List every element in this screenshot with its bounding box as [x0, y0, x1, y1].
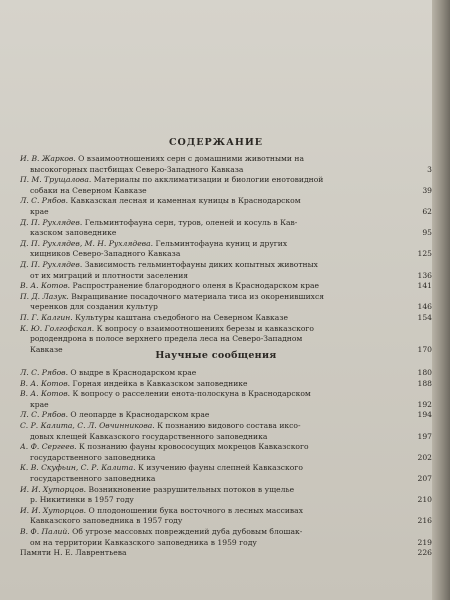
toc-entry-line [20, 516, 414, 527]
toc-entry-title: О леопарде в Краснодарском крае [70, 410, 210, 420]
toc-page-number: 194 [417, 410, 432, 420]
toc-entry-line [20, 463, 414, 474]
toc-entry-title: хищников Северо-Западного Кавказа [30, 249, 181, 259]
toc-entry [20, 292, 432, 313]
toc-entry-line [20, 548, 414, 559]
toc-entry-title: государственного заповедника [30, 473, 156, 483]
toc-entry-title: Культуры каштана съедобного на Северном Кавказе [75, 312, 288, 322]
toc-entry [20, 239, 432, 260]
toc-entry [20, 485, 432, 506]
toc-entry-title: рододендрона в полосе верхнего предела леса на Северо-Западном [30, 334, 303, 344]
toc-page-number: 95 [422, 228, 432, 238]
toc-entry-line [20, 421, 414, 432]
toc-page-number: 146 [417, 302, 432, 312]
toc-entry-title: р. Никитинки в 1957 году [30, 495, 134, 505]
toc-page-number: 180 [417, 368, 432, 377]
toc-entry-line [20, 313, 414, 324]
toc-entry-line [20, 260, 414, 271]
toc-entry-title: Горная индейка в Кавказском заповеднике [72, 378, 248, 388]
toc-entry-author: В. А. Котов. [20, 281, 71, 291]
toc-entry-line [20, 239, 414, 250]
toc-page-number: 3 [427, 164, 432, 174]
toc-entry-title: К вопросу о расселении енота-полоскуна в Краснодарском [72, 389, 311, 399]
toc-entry-author: П. М. Трущалова. [20, 175, 92, 185]
toc-entry-title: от их миграций и плотности заселения [30, 270, 189, 280]
toc-page-number: 219 [417, 537, 432, 547]
toc-entry-line [20, 207, 414, 218]
toc-entry-title: Памяти Н. Е. Лаврентьева [20, 548, 127, 558]
toc-entry-author: П. Г. Калгин. [20, 312, 73, 322]
toc-entry-line [20, 506, 414, 517]
toc-entry-title: довых клещей Кавказского государственного заповедника [30, 431, 268, 441]
toc-page-number: 188 [417, 378, 432, 388]
contents-list [20, 154, 432, 355]
toc-entry [20, 313, 432, 324]
toc-entry [20, 463, 432, 484]
toc-entry-title: О взаимоотношениях серн с домашними животными на [78, 154, 304, 163]
toc-entry-title: О выдре в Краснодарском крае [70, 368, 197, 377]
toc-page-number: 216 [417, 516, 432, 526]
toc-entry-line [20, 495, 414, 506]
toc-entry-author: К. Ю. Голгофская. [20, 323, 95, 333]
toc-entry [20, 368, 432, 379]
toc-entry-title: К вопросу о взаимоотношениях березы и кавказского [96, 323, 314, 333]
toc-entry-line [20, 368, 414, 379]
toc-entry-line [20, 271, 414, 282]
short-reports-heading: Научные сообщения [155, 350, 277, 361]
toc-entry-line [20, 485, 414, 496]
toc-entry-line [20, 165, 414, 176]
toc-entry-title: Кавказская лесная и каменная куницы в Краснодарском [70, 196, 301, 206]
toc-entry-title: собаки на Северном Кавказе [30, 185, 147, 195]
toc-entry-line [20, 281, 414, 292]
toc-entry-title: крае [30, 399, 49, 409]
toc-entry-line [20, 389, 414, 400]
toc-page-number: 210 [417, 495, 432, 505]
toc-entry [20, 389, 432, 410]
toc-entry-line [20, 432, 414, 443]
toc-entry-line [20, 410, 414, 421]
toc-entry [20, 154, 432, 175]
toc-entry-author: С. Р. Калита, С. Л. Овчинникова. [20, 420, 155, 430]
toc-entry [20, 527, 432, 548]
toc-page-number: 197 [417, 431, 432, 441]
toc-entry-title: Распространение благородного оленя в Краснодарском крае [72, 281, 320, 291]
toc-entry-title: Кавказского заповедника в 1957 году [30, 516, 183, 526]
toc-entry [20, 260, 432, 281]
toc-entry-line [20, 196, 414, 207]
toc-entry-line [20, 292, 414, 303]
toc-entry [20, 410, 432, 421]
toc-entry-author: И. И. Хуторцов. [20, 505, 87, 515]
toc-entry-line [20, 175, 414, 186]
toc-entry-title: черенков для создания культур [30, 302, 158, 312]
toc-entry-title: государственного заповедника [30, 452, 156, 462]
toc-entry-line [20, 400, 414, 411]
toc-entry-title: ом на территории Кавказского заповедника в 1959 году [30, 537, 257, 547]
toc-entry-author: И. И. Хуторцов. [20, 484, 87, 494]
toc-entry-title: К познанию видового состава иксо- [157, 420, 301, 430]
toc-page-number: 125 [417, 249, 432, 259]
toc-entry-author: Л. С. Рябов. [20, 368, 68, 377]
toc-entry-author: В. А. Котов. [20, 378, 71, 388]
toc-entry-line [20, 324, 414, 335]
toc-entry-line [20, 218, 414, 229]
toc-entry-title: Материалы по акклиматизации и биологии енотовидной [93, 175, 324, 185]
toc-entry [20, 281, 432, 292]
toc-page-number: 192 [417, 399, 432, 409]
contents-heading: СОДЕРЖАНИЕ [168, 137, 264, 148]
toc-page-number: 202 [417, 452, 432, 462]
toc-entry-title: К познанию фауны кровососущих мокрецов Кавказского [78, 442, 309, 452]
toc-entry-author: А. Ф. Сергеев. [20, 442, 77, 452]
toc-entry-title: Возникновение разрушительных потоков в ущелье [88, 484, 295, 494]
toc-entry-line [20, 249, 414, 260]
toc-entry [20, 548, 432, 559]
toc-page-number: 226 [417, 548, 432, 558]
toc-entry-line [20, 186, 414, 197]
toc-entry-line [20, 379, 414, 390]
toc-entry-line [20, 154, 414, 165]
toc-entry-title: казском заповеднике [30, 228, 117, 238]
toc-entry-author: В. А. Котов. [20, 389, 71, 399]
toc-page-number: 154 [417, 312, 432, 322]
toc-entry-title: высокогорных пастбищах Северо-Западного Кавказа [30, 164, 244, 174]
toc-entry [20, 421, 432, 442]
toc-entry-author: Л. С. Рябов. [20, 196, 68, 206]
toc-entry-title: Выращивание посадочного материала тиса из окоренившихся [71, 291, 324, 301]
toc-entry-author: Д. П. Рухлядев. [20, 259, 83, 269]
toc-entry-title: Кавказе [30, 344, 63, 354]
toc-entry-author: В. Ф. Палий. [20, 526, 70, 536]
toc-page-number: 141 [417, 281, 432, 291]
toc-entry-line [20, 442, 414, 453]
toc-entry-author: Д. П. Рухлядев, М. Н. Рухлядева. [20, 238, 154, 248]
toc-entry [20, 442, 432, 463]
toc-entry-author: К. В. Скуфьин, С. Р. Калита. [20, 463, 136, 473]
toc-entry-author: Д. П. Рухлядев. [20, 217, 83, 227]
toc-entry [20, 196, 432, 217]
toc-entry-line [20, 334, 414, 345]
toc-entry-title: О плодоношении бука восточного в лесных массивах [88, 505, 303, 515]
toc-entry [20, 218, 432, 239]
toc-entry-title: крае [30, 206, 49, 216]
toc-page-number: 170 [417, 344, 432, 354]
toc-page-number: 39 [422, 185, 432, 195]
toc-entry [20, 175, 432, 196]
toc-entry-title: К изучению фауны слепней Кавказского [137, 463, 303, 473]
toc-page-number: 136 [417, 270, 432, 280]
toc-entry-line [20, 538, 414, 549]
toc-entry [20, 506, 432, 527]
toc-page-number: 207 [417, 473, 432, 483]
book-spine [432, 0, 450, 600]
toc-entry-line [20, 453, 414, 464]
toc-entry-title: Гельминтофауна серн, туров, оленей и косуль в Кав- [84, 217, 298, 227]
toc-entry-author: И. В. Жарков. [20, 154, 76, 163]
toc-entry-line [20, 474, 414, 485]
toc-entry-line [20, 228, 414, 239]
toc-entry-title: Об угрозе массовых повреждений дуба дубовым блошак- [72, 526, 303, 536]
toc-entry-author: П. Д. Лазук. [20, 291, 69, 301]
toc-entry-line [20, 302, 414, 313]
toc-page-number: 62 [422, 206, 432, 216]
toc-entry-author: Л. С. Рябов. [20, 410, 68, 420]
toc-entry-line [20, 527, 414, 538]
toc-entry-title: Зависимость гельминтофауны диких копытных животных [84, 259, 318, 269]
toc-entry-title: Гельминтофауна куниц и других [155, 238, 288, 248]
short-reports-list [20, 368, 432, 559]
toc-entry [20, 379, 432, 390]
